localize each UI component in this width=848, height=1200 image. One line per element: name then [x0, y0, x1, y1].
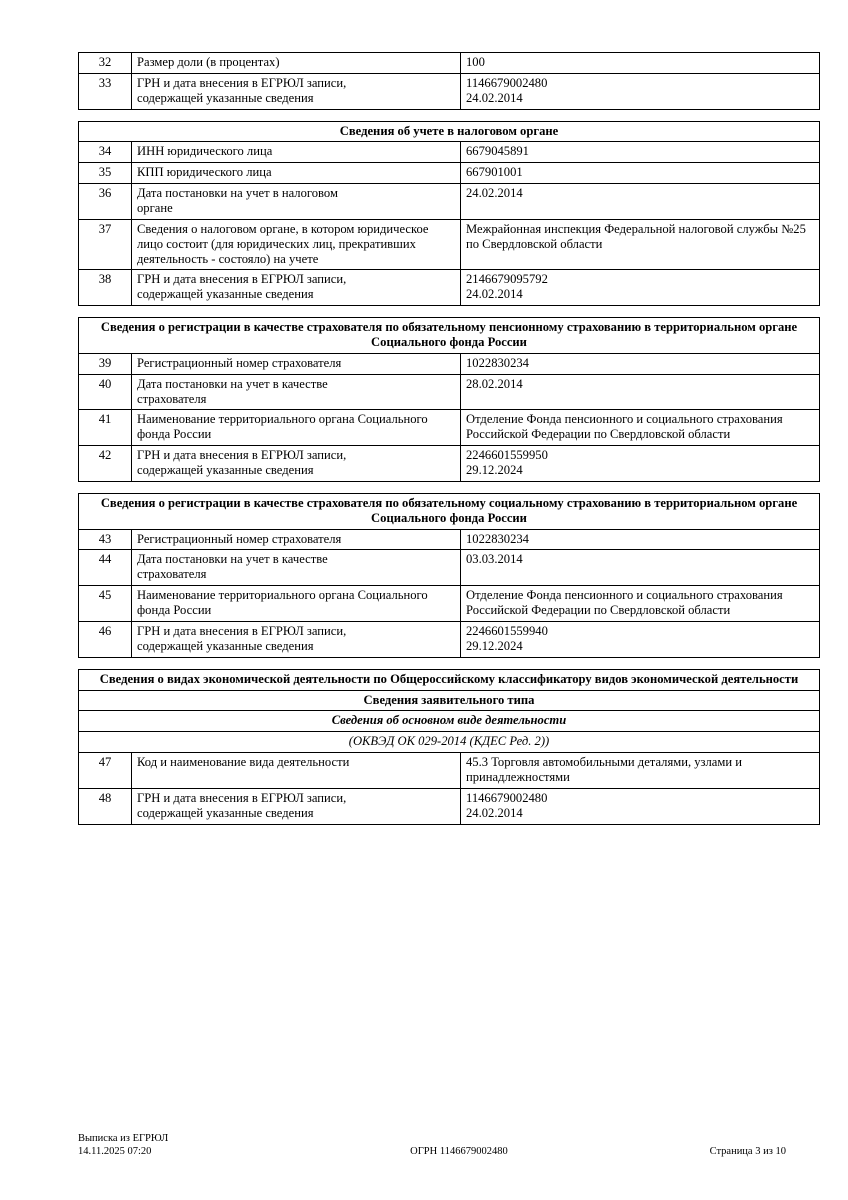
table-body — [79, 53, 820, 825]
row-number: 45 — [79, 586, 132, 622]
table-row — [79, 73, 820, 109]
row-label — [132, 53, 461, 74]
table-row — [79, 142, 820, 163]
row-value-line1: 03.03.2014 — [466, 552, 523, 567]
row-label-line1: ИНН юридического лица — [137, 144, 273, 159]
table-spacer-row — [79, 306, 820, 318]
row-label-line1: Сведения о налоговом органе, в котором юридическое лицо состоит (для юридических лиц, прекративших деятельность - состояло) на учете — [137, 221, 429, 266]
row-label — [132, 529, 461, 550]
row-value — [461, 142, 820, 163]
row-value — [461, 586, 820, 622]
row-label — [132, 621, 461, 657]
section-header: (ОКВЭД ОК 029-2014 (КДЕС Ред. 2)) — [79, 732, 820, 753]
section-header: Сведения о видах экономической деятельности по Общероссийскому классификатору видов экономической деятельности — [79, 669, 820, 690]
row-number: 38 — [79, 270, 132, 306]
table-section-row — [79, 121, 820, 142]
row-value-line1: Отделение Фонда пенсионного и социального страхования Российской Федерации по Свердловской области — [466, 588, 783, 618]
page-footer — [78, 1132, 786, 1158]
table-section-row — [79, 732, 820, 753]
row-label — [132, 353, 461, 374]
table-spacer-row — [79, 481, 820, 493]
row-number: 34 — [79, 142, 132, 163]
row-value-line1: 1022830234 — [466, 531, 529, 546]
row-value-line2: 24.02.2014 — [466, 287, 523, 302]
row-label-line1: ГРН и дата внесения в ЕГРЮЛ записи, — [137, 448, 347, 463]
row-label — [132, 163, 461, 184]
row-value-line1: 6679045891 — [466, 144, 529, 159]
row-number: 42 — [79, 446, 132, 482]
row-value-line1: 28.02.2014 — [466, 376, 523, 391]
spacer-cell — [79, 306, 820, 318]
row-value-line1: Межрайонная инспекция Федеральной налоговой службы №25 по Свердловской области — [466, 221, 806, 251]
footer-document-title — [78, 1132, 168, 1158]
row-label-line2: содержащей указанные сведения — [137, 90, 314, 105]
row-label — [132, 586, 461, 622]
section-header: Сведения о регистрации в качестве страхователя по обязательному социальному страхованию в территориальном органе Социального фонда России — [79, 493, 820, 529]
table-row — [79, 529, 820, 550]
row-number: 46 — [79, 621, 132, 657]
row-number: 35 — [79, 163, 132, 184]
row-label — [132, 788, 461, 824]
row-number: 39 — [79, 353, 132, 374]
row-value — [461, 446, 820, 482]
row-value — [461, 73, 820, 109]
row-label-line1: Код и наименование вида деятельности — [137, 755, 350, 770]
row-label — [132, 142, 461, 163]
row-value-line2: 29.12.2024 — [466, 638, 523, 653]
row-value — [461, 550, 820, 586]
row-label-line1: Регистрационный номер страхователя — [137, 355, 342, 370]
row-label — [132, 374, 461, 410]
row-value — [461, 163, 820, 184]
row-label — [132, 753, 461, 789]
row-number: 44 — [79, 550, 132, 586]
row-label-line1: ГРН и дата внесения в ЕГРЮЛ записи, — [137, 75, 347, 90]
table-section-row — [79, 711, 820, 732]
row-value-line1: 1022830234 — [466, 355, 529, 370]
row-label — [132, 270, 461, 306]
row-label-line1: ГРН и дата внесения в ЕГРЮЛ записи, — [137, 623, 347, 638]
section-header: Сведения об основном виде деятельности — [79, 711, 820, 732]
table-row — [79, 410, 820, 446]
row-label — [132, 219, 461, 270]
row-value-line1: 100 — [466, 55, 485, 69]
table-row — [79, 621, 820, 657]
row-value-line1: 45.3 Торговля автомобильными деталями, узлами и принадлежностями — [466, 755, 742, 784]
table-row — [79, 374, 820, 410]
row-value-line1: 24.02.2014 — [466, 186, 523, 201]
row-label — [132, 184, 461, 220]
row-label-line2: содержащей указанные сведения — [137, 287, 314, 302]
row-value — [461, 184, 820, 220]
row-label-line1: Дата постановки на учет в налоговом — [137, 186, 338, 201]
table-row — [79, 219, 820, 270]
table-row — [79, 550, 820, 586]
row-value — [461, 353, 820, 374]
row-label-line1: ГРН и дата внесения в ЕГРЮЛ записи, — [137, 790, 347, 805]
row-label — [132, 73, 461, 109]
table-section-row — [79, 669, 820, 690]
row-value — [461, 270, 820, 306]
row-number: 33 — [79, 73, 132, 109]
row-number: 48 — [79, 788, 132, 824]
footer-page-number: Страница 3 из 10 — [709, 1145, 786, 1157]
row-value-line1: 2246601559940 — [466, 623, 548, 638]
table-row — [79, 53, 820, 74]
section-header: Сведения об учете в налоговом органе — [79, 121, 820, 142]
footer-ogrn: ОГРН 1146679002480 — [410, 1145, 508, 1157]
table-row — [79, 353, 820, 374]
row-number: 41 — [79, 410, 132, 446]
egrul-data-table — [78, 52, 820, 825]
row-value — [461, 410, 820, 446]
row-value-line2: 24.02.2014 — [466, 805, 523, 820]
table-row — [79, 446, 820, 482]
table-section-row — [79, 690, 820, 711]
row-number: 36 — [79, 184, 132, 220]
table-row — [79, 270, 820, 306]
table-section-row — [79, 318, 820, 354]
table-row — [79, 163, 820, 184]
row-label-line2: содержащей указанные сведения — [137, 463, 314, 478]
row-value-line1: 667901001 — [466, 165, 523, 180]
row-label-line1: Дата постановки на учет в качестве — [137, 376, 328, 391]
row-value-line1: 1146679002480 — [466, 75, 548, 90]
table-row — [79, 753, 820, 789]
spacer-cell — [79, 109, 820, 121]
table-spacer-row — [79, 109, 820, 121]
table-section-row — [79, 493, 820, 529]
row-label-line2: органе — [137, 201, 173, 216]
row-number: 43 — [79, 529, 132, 550]
row-value-line2: 29.12.2024 — [466, 463, 523, 478]
row-label-line1: Наименование территориального органа Социального фонда России — [137, 588, 428, 618]
row-label-line1: Размер доли (в процентах) — [137, 55, 280, 69]
row-label-line1: Наименование территориального органа Социального фонда России — [137, 412, 428, 442]
row-value — [461, 529, 820, 550]
row-label-line2: содержащей указанные сведения — [137, 638, 314, 653]
row-value — [461, 374, 820, 410]
row-number: 40 — [79, 374, 132, 410]
row-value-line1: Отделение Фонда пенсионного и социального страхования Российской Федерации по Свердловской области — [466, 412, 783, 442]
row-label-line2: содержащей указанные сведения — [137, 805, 314, 820]
row-value — [461, 219, 820, 270]
table-row — [79, 788, 820, 824]
table-spacer-row — [79, 657, 820, 669]
table-row — [79, 184, 820, 220]
section-header: Сведения заявительного типа — [79, 690, 820, 711]
row-number: 37 — [79, 219, 132, 270]
table-row — [79, 586, 820, 622]
row-label-line1: Регистрационный номер страхователя — [137, 531, 342, 546]
row-label — [132, 550, 461, 586]
row-label — [132, 446, 461, 482]
row-value-line1: 2146679095792 — [466, 272, 548, 287]
row-value — [461, 788, 820, 824]
row-label-line1: КПП юридического лица — [137, 165, 272, 180]
row-value-line1: 2246601559950 — [466, 448, 548, 463]
row-label-line2: страхователя — [137, 567, 207, 582]
row-value — [461, 621, 820, 657]
footer-timestamp: 14.11.2025 07:20 — [78, 1145, 152, 1157]
row-value — [461, 753, 820, 789]
row-value-line2: 24.02.2014 — [466, 90, 523, 105]
footer-title-line: Выписка из ЕГРЮЛ — [78, 1132, 169, 1144]
spacer-cell — [79, 481, 820, 493]
row-number: 32 — [79, 53, 132, 74]
row-label-line1: Дата постановки на учет в качестве — [137, 552, 328, 567]
row-label-line2: страхователя — [137, 391, 207, 406]
row-value-line1: 1146679002480 — [466, 790, 548, 805]
row-number: 47 — [79, 753, 132, 789]
row-label-line1: ГРН и дата внесения в ЕГРЮЛ записи, — [137, 272, 347, 287]
section-header: Сведения о регистрации в качестве страхователя по обязательному пенсионному страхованию в территориальном органе Социального фонда России — [79, 318, 820, 354]
row-label — [132, 410, 461, 446]
row-value — [461, 53, 820, 74]
spacer-cell — [79, 657, 820, 669]
